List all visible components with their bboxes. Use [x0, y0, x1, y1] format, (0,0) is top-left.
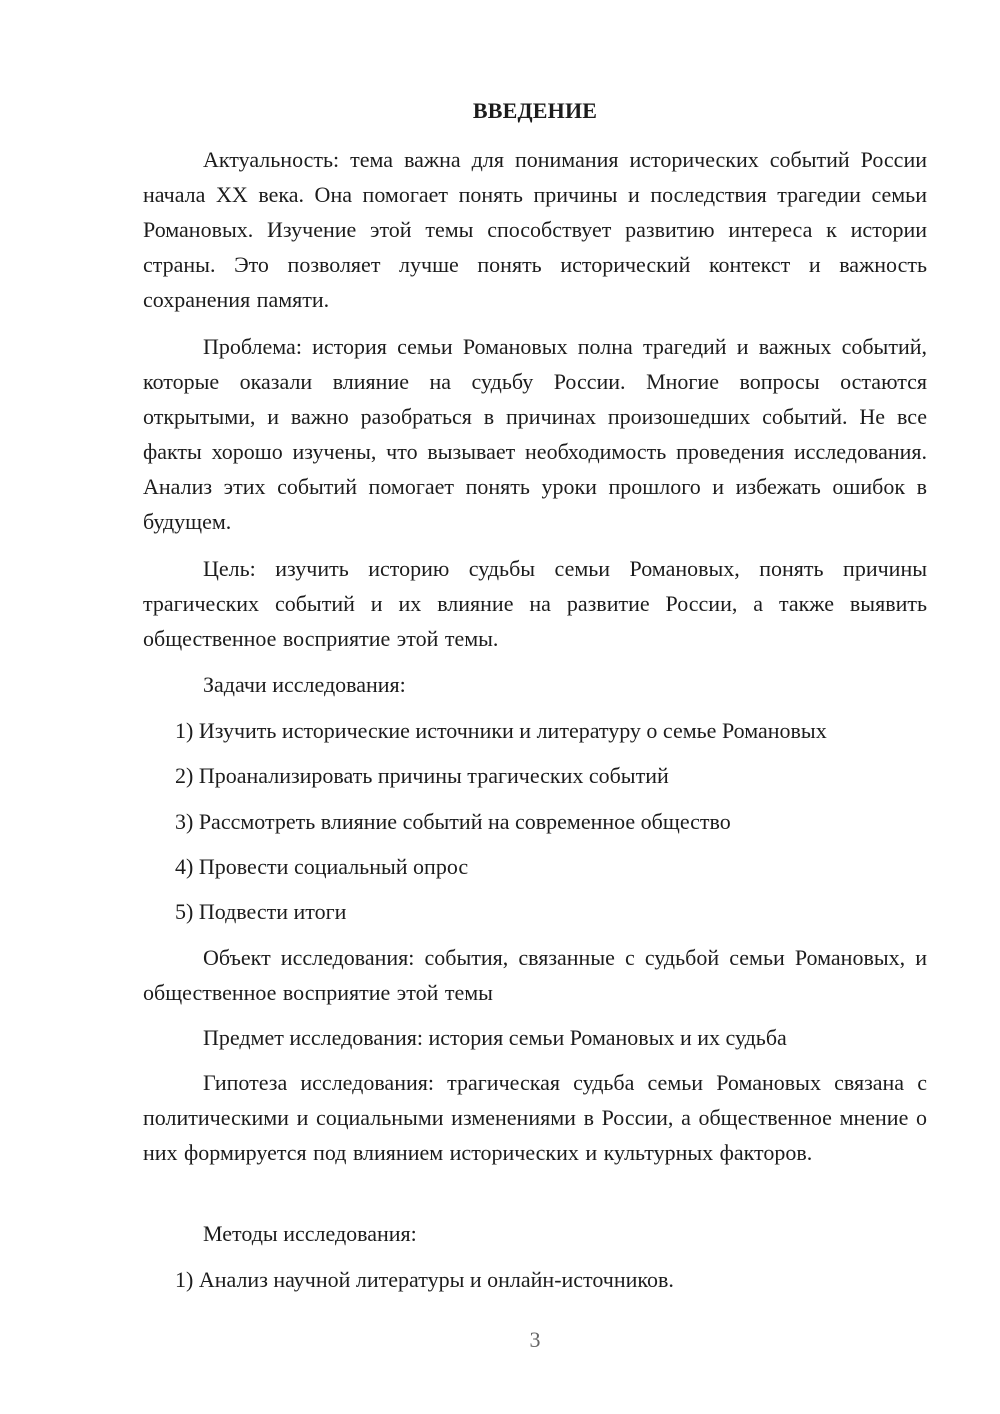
task-item-2: 2) Проанализировать причины трагических событий [175, 763, 669, 788]
methods-heading: Методы исследования: [203, 1221, 417, 1246]
page-number: 3 [529, 1327, 541, 1352]
document-page [143, 0, 927, 1414]
task-item-1: 1) Изучить исторические источники и литературу о семье Романовых [175, 718, 827, 743]
goal-paragraph: Цель: изучить историю судьбы семьи Романовых, понять причины трагических событий и их влияние на развитие России, а также выявить общественное восприятие этой темы. [143, 556, 927, 651]
hypothesis-paragraph: Гипотеза исследования: трагическая судьба семьи Романовых связана с политическими и социальными изменениями в России, а общественное мнение о них формируется под влиянием исторических и культурных факторов. [143, 1070, 927, 1165]
task-item-4: 4) Провести социальный опрос [175, 854, 469, 879]
problem-paragraph: Проблема: история семьи Романовых полна трагедий и важных событий, которые оказали влияние на судьбу России. Многие вопросы остаются открытыми, и важно разобраться в причинах произошедших событий. Не все факты хорошо изучены, что вызывает необходимость проведения исследования. Анализ этих событий помогает понять уроки прошлого и избежать ошибок в будущем. [143, 334, 927, 534]
task-item-5: 5) Подвести итоги [175, 899, 347, 924]
page-title: ВВЕДЕНИЕ [472, 98, 598, 123]
relevance-paragraph: Актуальность: тема важна для понимания исторических событий России начала XX века. Она помогает понять причины и последствия трагедии семьи Романовых. Изучение этой темы способствует развитию интереса к истории страны. Это позволяет лучше понять исторический контекст и важность сохранения памяти. [143, 147, 927, 312]
method-item-1: 1) Анализ научной литературы и онлайн-источников. [175, 1267, 674, 1292]
task-item-3: 3) Рассмотреть влияние событий на современное общество [175, 809, 731, 834]
object-paragraph: Объект исследования: события, связанные с судьбой семьи Романовых, и общественное восприятие этой темы [143, 945, 927, 1005]
tasks-heading: Задачи исследования: [203, 672, 406, 697]
subject-paragraph: Предмет исследования: история семьи Романовых и их судьба [203, 1025, 787, 1050]
